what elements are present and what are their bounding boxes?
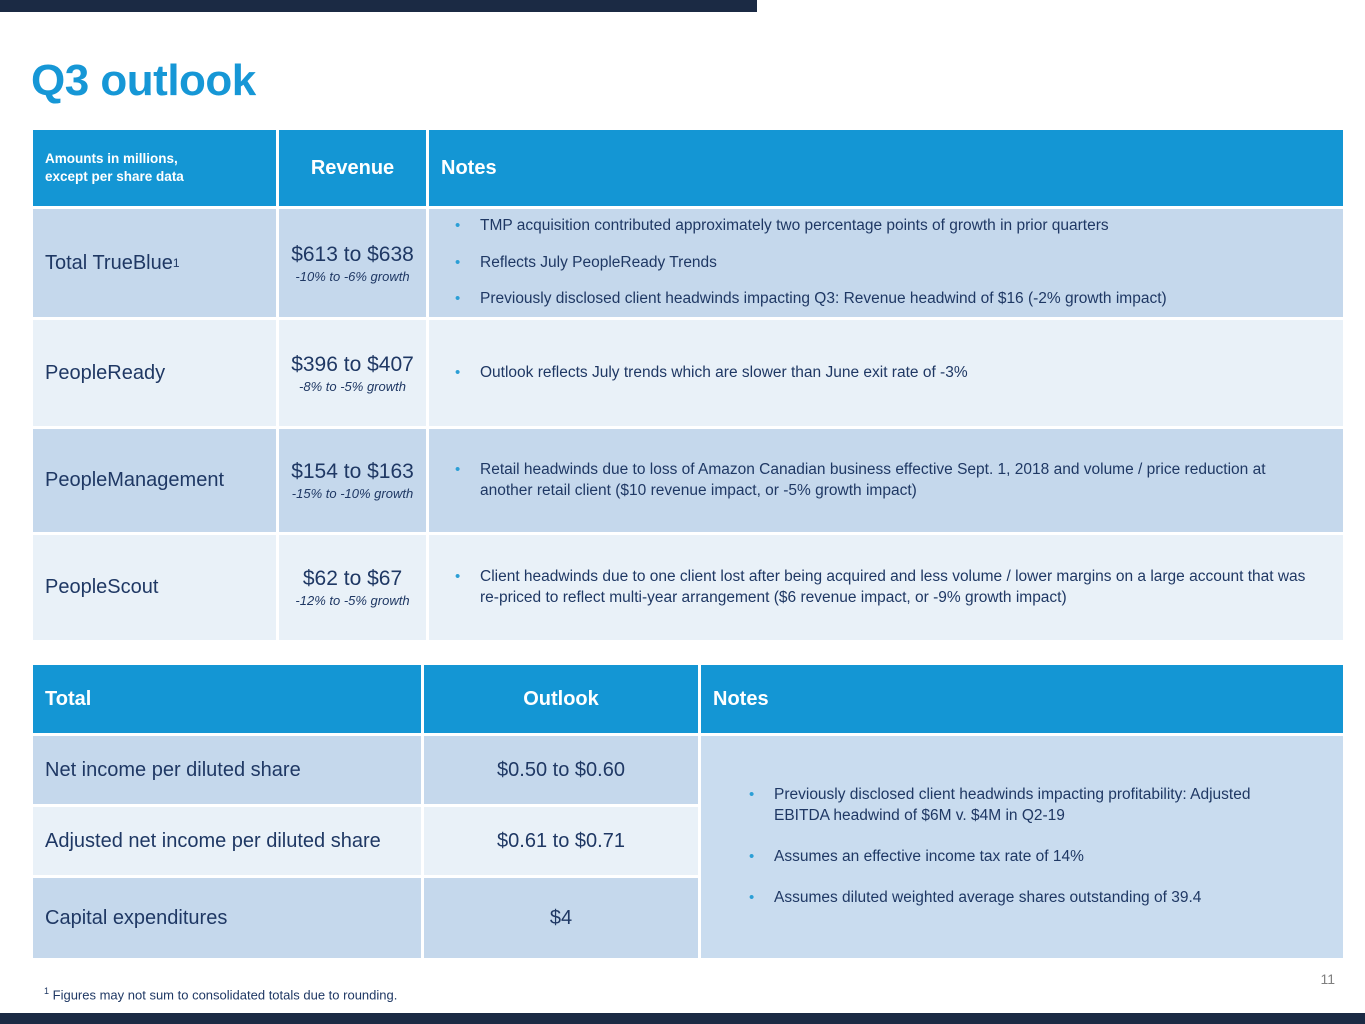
row-label-peoplescout — [33, 535, 276, 640]
bullet-icon: • — [749, 888, 755, 906]
bullet-icon: • — [455, 253, 461, 271]
note-text: Retail headwinds due to loss of Amazon Canadian business effective Sept. 1, 2018 and volume / price reduction at another retail client ($10 revenue impact, or -5% growth impact) — [480, 460, 1266, 499]
bullet-icon: • — [455, 216, 461, 234]
row-label-text: PeopleReady — [45, 361, 166, 384]
bullet-icon: • — [455, 460, 461, 478]
note-item — [455, 253, 1321, 274]
bullet-icon: • — [749, 848, 755, 865]
row-notes-peoplemanagement — [429, 429, 1343, 532]
note-item — [455, 567, 1321, 609]
header-total: Total — [33, 665, 421, 733]
note-text: Previously disclosed client headwinds impacting Q3: Revenue headwind of $16 (-2% growth impact) — [480, 290, 1167, 308]
note-text: Previously disclosed client headwinds impacting profitability: Adjusted EBITDA headwind of $6M v. $4M in Q2-19 — [774, 786, 1251, 825]
header-revenue: Revenue — [279, 130, 426, 206]
row-notes-peopleready — [429, 320, 1343, 426]
note-item — [455, 289, 1321, 310]
total-table-notes — [701, 736, 1343, 958]
row-label-total-trueblue: Total TrueBlue 1 — [33, 209, 276, 317]
row-label-text: PeopleScout — [45, 576, 159, 598]
revenue-range: $396 to $407 — [291, 352, 414, 376]
row-label-adjusted-net-income — [33, 807, 421, 875]
row-label-peopleready — [33, 320, 276, 426]
bullet-icon: • — [455, 567, 461, 585]
footnote — [44, 986, 397, 1002]
row-label-text: Adjusted net income per diluted share — [45, 829, 381, 852]
row-revenue-peopleready — [279, 320, 426, 426]
note-item — [749, 847, 1283, 868]
row-label-text: Net income per diluted share — [45, 758, 301, 781]
row-revenue-peoplemanagement — [279, 429, 426, 532]
revenue-range: $613 to $638 — [291, 242, 414, 266]
revenue-growth: -10% to -6% growth — [295, 268, 410, 284]
revenue-growth: -8% to -5% growth — [299, 378, 406, 394]
note-item — [455, 363, 1321, 384]
slide-title: Q3 outlook — [31, 56, 256, 105]
note-text: Assumes an effective income tax rate of 14% — [774, 848, 1084, 865]
note-item — [455, 460, 1321, 502]
row-notes-total-trueblue — [429, 209, 1343, 317]
note-text: Outlook reflects July trends which are slower than June exit rate of -3% — [480, 363, 968, 381]
total-outlook-table — [33, 665, 1343, 958]
top-accent-bar — [0, 0, 757, 12]
page-number: 11 — [1320, 971, 1335, 987]
row-label-net-income — [33, 736, 421, 804]
row-revenue-total-trueblue — [279, 209, 426, 317]
note-text: Client headwinds due to one client lost after being acquired and less volume / lower margins on a large account that was re-priced to reflect multi-year arrangement ($6 revenue impact, or -9% growth impact) — [480, 567, 1306, 606]
row-label-text: PeopleManagement — [45, 469, 225, 491]
revenue-growth: -15% to -10% growth — [291, 486, 414, 501]
segment-outlook-table — [33, 130, 1343, 640]
header-amounts: Amounts in millions, except per share data — [33, 130, 276, 206]
row-notes-peoplescout — [429, 535, 1343, 640]
row-value-adjusted-net-income: $0.61 to $0.71 — [424, 807, 698, 875]
row-value-capital-expenditures: $4 — [424, 878, 698, 958]
bullet-icon: • — [749, 786, 755, 804]
note-text: Reflects July PeopleReady Trends — [480, 253, 717, 271]
note-text: Assumes diluted weighted average shares outstanding of 39.4 — [774, 888, 1202, 906]
revenue-growth: -12% to -5% growth — [295, 593, 410, 608]
row-label-text: Capital expenditures — [45, 906, 228, 929]
revenue-range: $154 to $163 — [291, 460, 414, 483]
row-label-text: Total TrueBlue — [45, 251, 173, 274]
header-outlook: Outlook — [424, 665, 698, 733]
note-item — [749, 785, 1283, 827]
note-text: TMP acquisition contributed approximately two percentage points of growth in prior quarters — [480, 216, 1109, 234]
revenue-range: $62 to $67 — [302, 567, 403, 590]
note-item — [455, 216, 1321, 237]
row-revenue-peoplescout — [279, 535, 426, 640]
row-label-peoplemanagement — [33, 429, 276, 532]
footnote-marker: 1 — [44, 986, 50, 996]
bottom-accent-bar — [0, 1013, 1365, 1024]
note-item — [749, 888, 1283, 909]
header-notes: Notes — [701, 665, 1343, 733]
header-notes: Notes — [429, 130, 1343, 206]
bullet-icon: • — [455, 290, 461, 308]
row-label-capital-expenditures — [33, 878, 421, 958]
bullet-icon: • — [455, 363, 461, 381]
footnote-text: Figures may not sum to consolidated totals due to rounding. — [52, 987, 398, 1003]
row-value-net-income: $0.50 to $0.60 — [424, 736, 698, 804]
